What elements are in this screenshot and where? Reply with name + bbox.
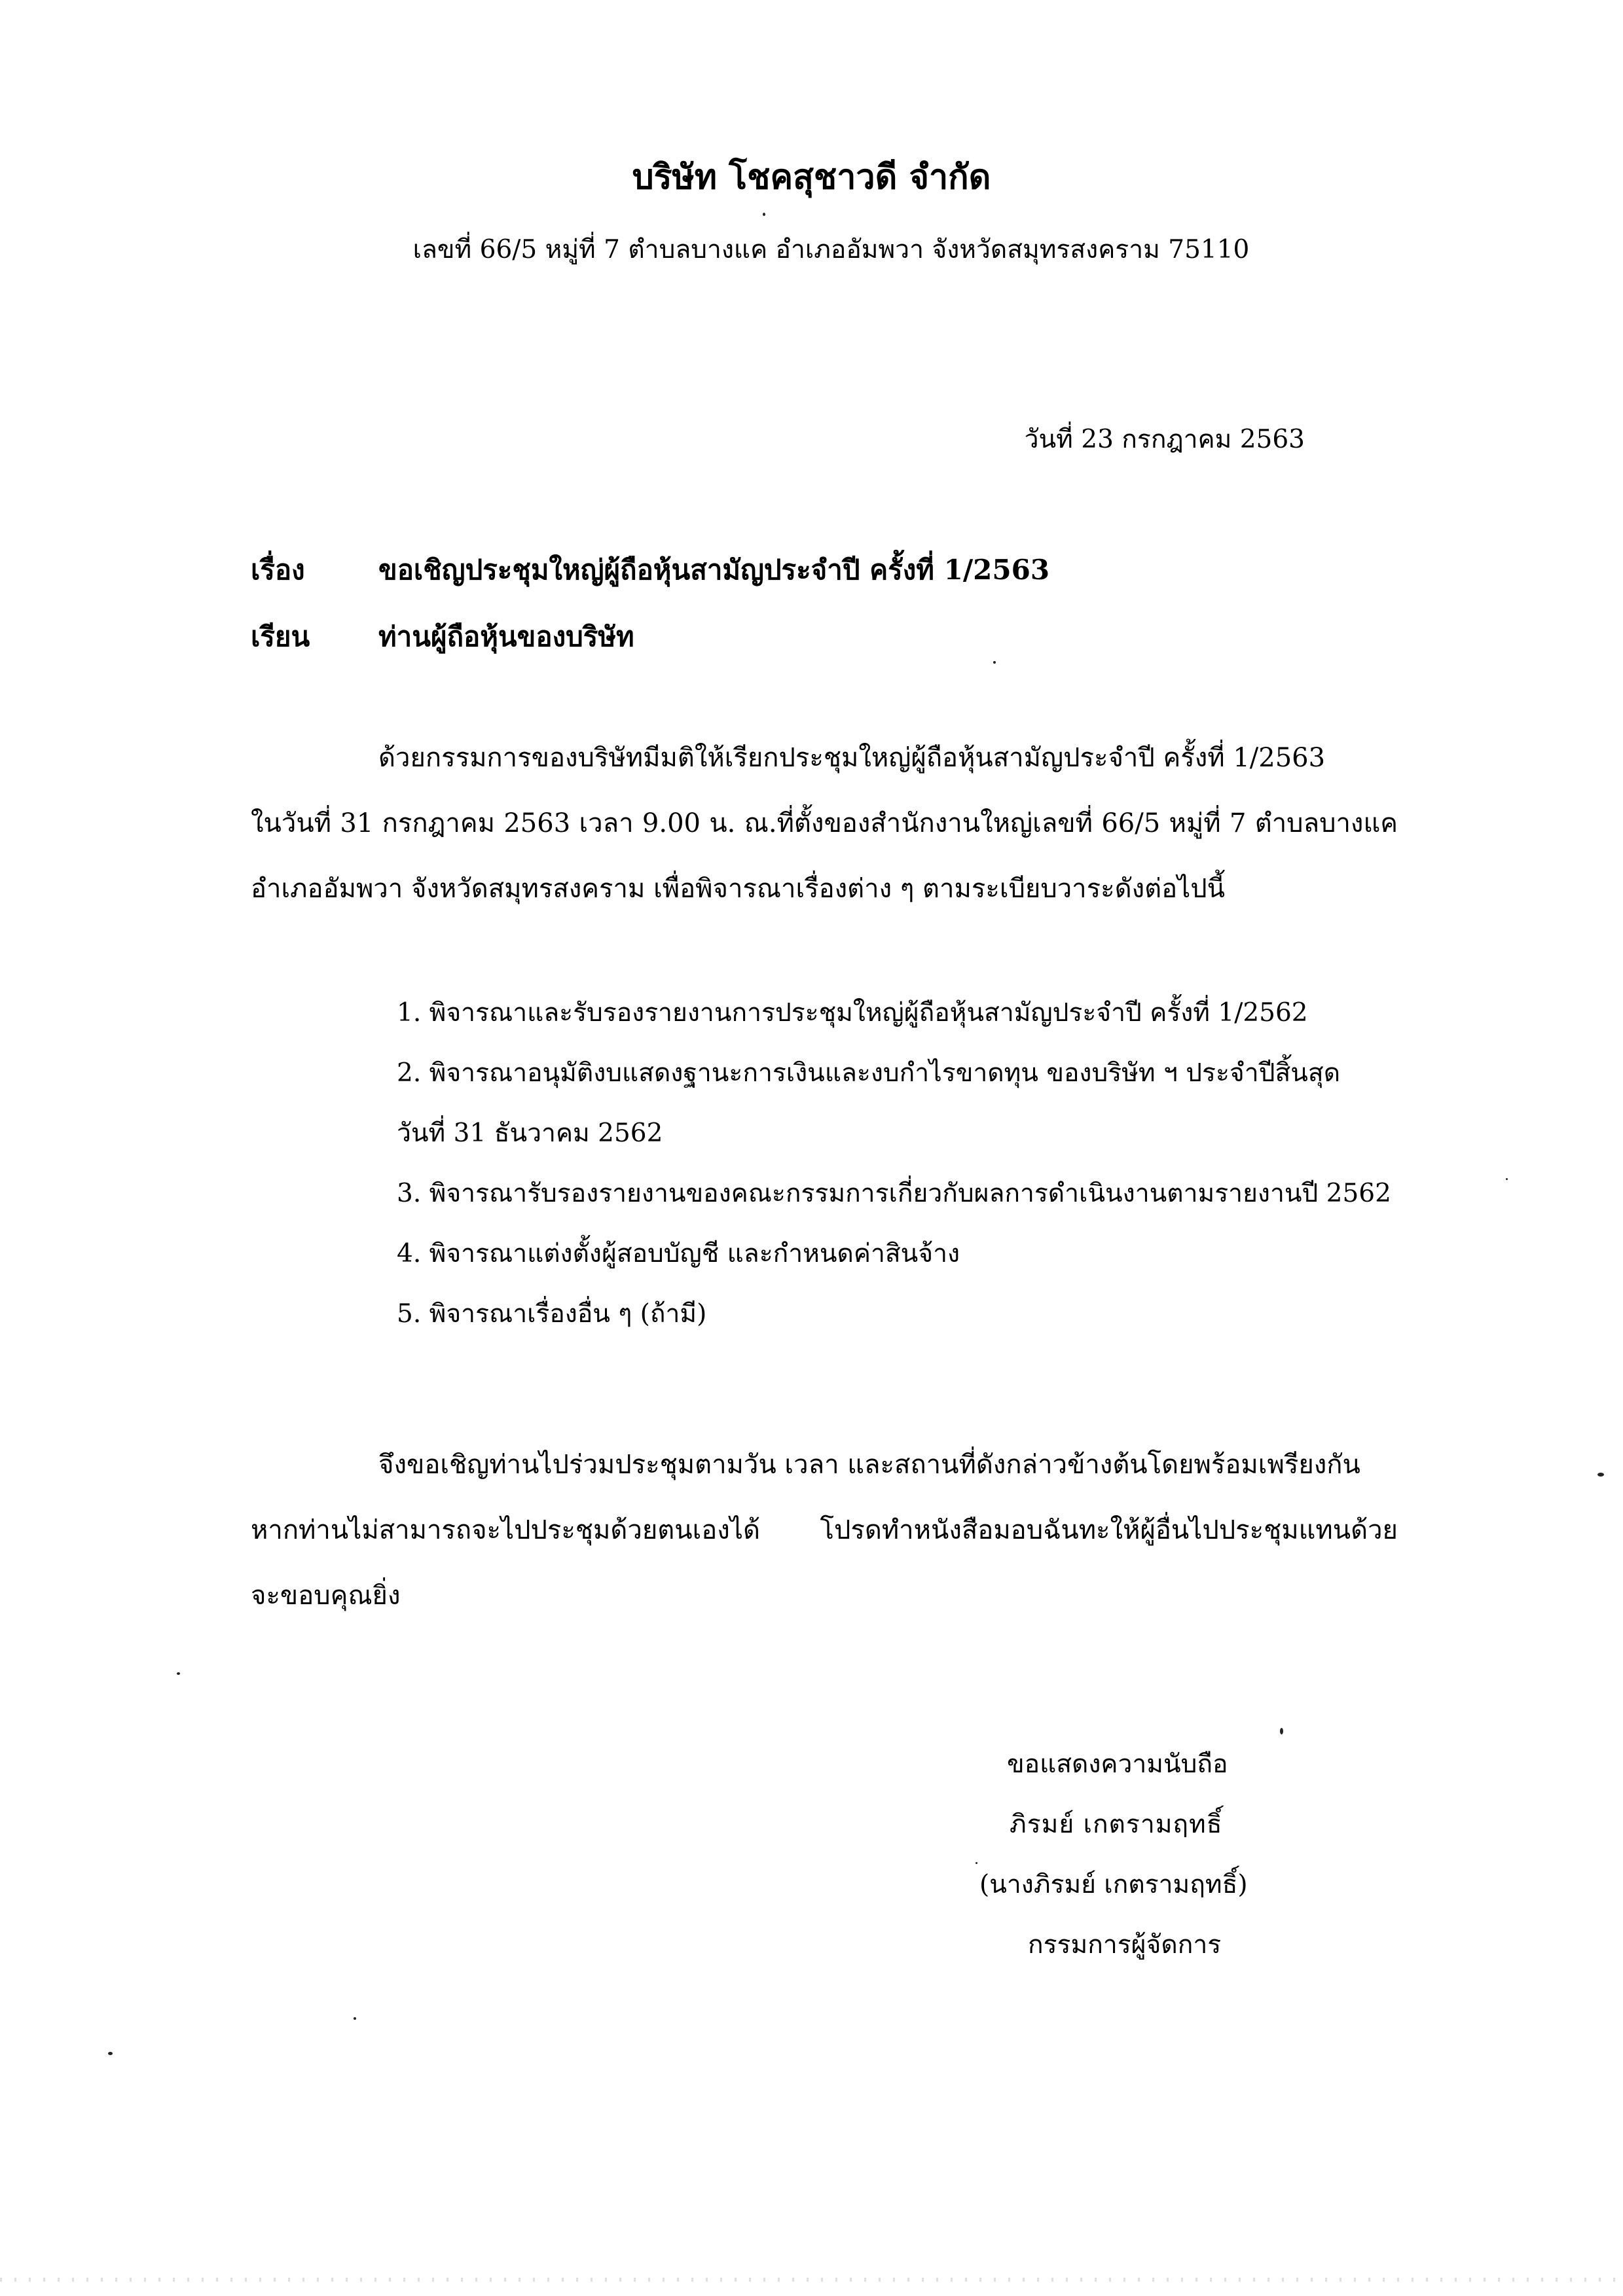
- scan-speck: [976, 1862, 977, 1864]
- signatory-title: กรรมการผู้จัดการ: [1028, 1930, 1222, 1960]
- letter-date: วันที่ 23 กรกฎาคม 2563: [1024, 425, 1305, 454]
- recipient-label: เรียน: [251, 620, 310, 653]
- intro-line-1: ด้วยกรรมการของบริษัทมีมติให้เรียกประชุมใหญ่ผู้ถือหุ้นสามัญประจำปี ครั้งที่ 1/2563: [378, 743, 1326, 773]
- scan-speck: [763, 213, 765, 216]
- subject-label: เรื่อง: [251, 554, 305, 586]
- subject-text: ขอเชิญประชุมใหญ่ผู้ถือหุ้นสามัญประจำปี ครั้งที่ 1/2563: [378, 554, 1050, 586]
- scan-speck: [108, 2052, 113, 2055]
- intro-line-2: ในวันที่ 31 กรกฎาคม 2563 เวลา 9.00 น. ณ.ที่ตั้งของสำนักงานใหญ่เลขที่ 66/5 หมู่ที่ 7 ตำบลบางแค: [251, 808, 1398, 838]
- signature-block: [962, 1734, 1248, 1975]
- agenda-list: [397, 983, 1444, 1344]
- company-address: เลขที่ 66/5 หมู่ที่ 7 ตำบลบางแค อำเภออัมพวา จังหวัดสมุทรสงคราม 75110: [412, 235, 1250, 264]
- intro-paragraph: [251, 725, 1398, 922]
- agenda-item-2-continued: วันที่ 31 ธันวาคม 2562: [397, 1119, 663, 1148]
- closing-line-1: จึงขอเชิญท่านไปร่วมประชุมตามวัน เวลา และสถานที่ดังกล่าวข้างต้นโดยพร้อมเพรียงกัน: [378, 1450, 1360, 1480]
- scan-edge-noise: [0, 2278, 1623, 2282]
- agenda-item-1: 1. พิจารณาและรับรองรายงานการประชุมใหญ่ผู้ถือหุ้นสามัญประจำปี ครั้งที่ 1/2562: [397, 998, 1308, 1028]
- closing-line-3: จะขอบคุณยิ่ง: [251, 1581, 401, 1611]
- scan-speck: [993, 661, 996, 664]
- closing-paragraph: [251, 1432, 1398, 1628]
- intro-line-3: อำเภออัมพวา จังหวัดสมุทรสงคราม เพื่อพิจารณาเรื่องต่าง ๆ ตามระเบียบวาระดังต่อไปนี้: [251, 874, 1225, 904]
- scan-speck: [1280, 1728, 1283, 1734]
- signature-name: ภิรมย์ เกตรามฤทธิ์: [1010, 1810, 1223, 1839]
- signatory-full-name: (นางภิรมย์ เกตรามฤทธิ์): [979, 1870, 1248, 1899]
- scan-speck: [177, 1672, 180, 1675]
- scan-speck: [1506, 1178, 1508, 1180]
- agenda-item-3: 3. พิจารณารับรองรายงานของคณะกรรมการเกี่ยวกับผลการดำเนินงานตามรายงานปี 2562: [397, 1179, 1391, 1208]
- signature-closing: ขอแสดงความนับถือ: [1007, 1749, 1228, 1779]
- scan-speck: [354, 2017, 356, 2020]
- recipient-text: ท่านผู้ถือหุ้นของบริษัท: [378, 620, 634, 653]
- agenda-item-5: 5. พิจารณาเรื่องอื่น ๆ (ถ้ามี): [397, 1299, 707, 1329]
- scan-speck: [1597, 1473, 1604, 1477]
- company-name: บริษัท โชคสุชาวดี จำกัด: [632, 157, 991, 197]
- agenda-item-2: 2. พิจารณาอนุมัติงบแสดงฐานะการเงินและงบกำไรขาดทุน ของบริษัท ฯ ประจำปีสิ้นสุด: [397, 1058, 1341, 1088]
- closing-line-2: หากท่านไม่สามารถจะไปประชุมด้วยตนเองได้ โปรดทำหนังสือมอบฉันทะให้ผู้อื่นไปประชุมแทนด้วย: [251, 1515, 1398, 1545]
- agenda-item-4: 4. พิจารณาแต่งตั้งผู้สอบบัญชี และกำหนดค่าสินจ้าง: [397, 1239, 960, 1268]
